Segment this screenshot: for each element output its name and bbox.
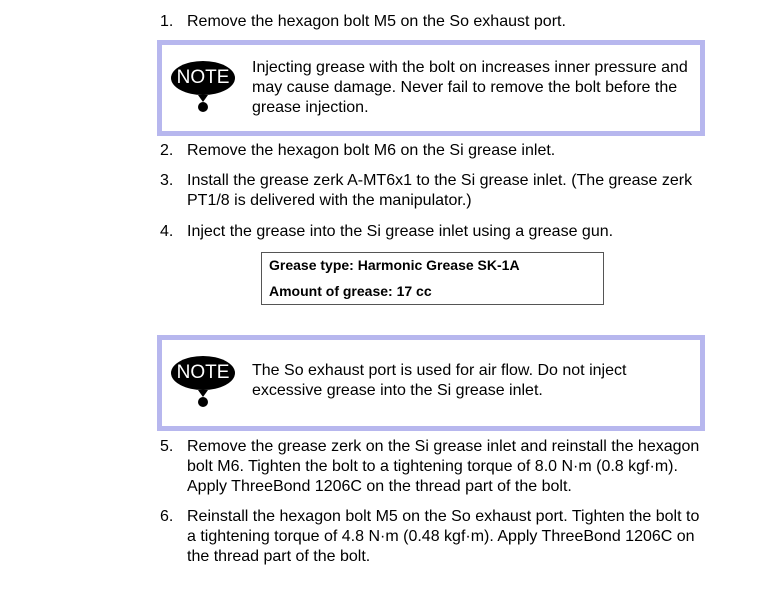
step-text: Remove the hexagon bolt M6 on the Si grease inlet. — [187, 142, 556, 159]
note-icon — [171, 356, 235, 407]
note-box-2 — [157, 335, 705, 431]
grease-amount-row: Amount of grease: 17 cc — [269, 283, 432, 299]
step-number: 3. — [160, 172, 174, 189]
step-number: 6. — [160, 508, 174, 525]
note-label: NOTE — [171, 356, 235, 390]
step-text: Remove the grease zerk on the Si grease inlet and reinstall the hexagon bolt M6. Tighten the bolt to a tightening torque of 8.0 N·m (0.8 kgf·m). Apply ThreeBond 1206C on the thread part of the bolt. — [187, 438, 700, 495]
step-number: 4. — [160, 223, 174, 240]
note-text: Injecting grease with the bolt on increases inner pressure and may cause damage. Never fail to remove the bolt before the grease injection. — [252, 59, 688, 116]
note-label: NOTE — [171, 61, 235, 95]
grease-spec-table — [261, 252, 604, 305]
step-number: 2. — [160, 142, 174, 159]
step-text: Install the grease zerk A-MT6x1 to the Si grease inlet. (The grease zerk PT1/8 is delivered with the manipulator.) — [187, 172, 693, 209]
step-number: 5. — [160, 438, 174, 455]
grease-type-row: Grease type: Harmonic Grease SK-1A — [262, 253, 603, 279]
step-text: Inject the grease into the Si grease inlet using a grease gun. — [187, 223, 614, 240]
note-icon — [171, 61, 235, 112]
note-box-1 — [157, 40, 705, 136]
note-text: The So exhaust port is used for air flow. Do not inject excessive grease into the Si grease inlet. — [252, 362, 627, 399]
step-text: Remove the hexagon bolt M5 on the So exhaust port. — [187, 13, 566, 30]
step-text: Reinstall the hexagon bolt M5 on the So exhaust port. Tighten the bolt to a tightening torque of 4.8 N·m (0.48 kgf·m). Apply ThreeBond 1206C on the thread part of the bolt. — [187, 508, 700, 565]
step-number: 1. — [160, 13, 174, 30]
